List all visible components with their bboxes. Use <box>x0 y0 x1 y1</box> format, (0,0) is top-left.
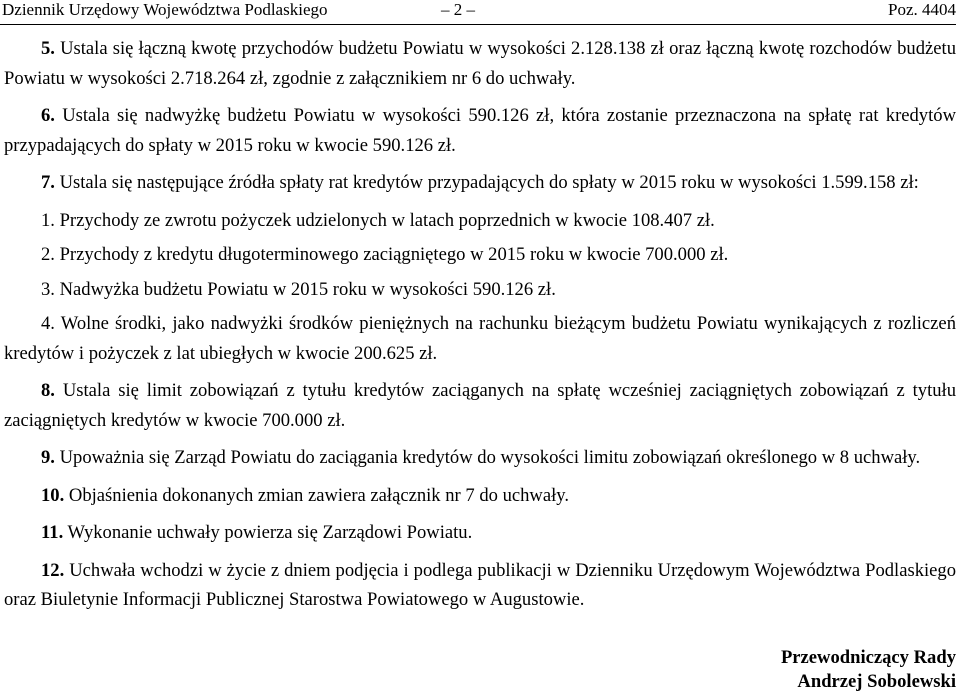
paragraph-text: Upoważnia się Zarząd Powiatu do zaciągania kredytów do wysokości limitu zobowiązań określonego w 8 uchwały. <box>54 447 921 468</box>
paragraph-number: 12. <box>41 559 65 581</box>
paragraph-7 <box>4 168 956 198</box>
journal-title: Dziennik Urzędowy Województwa Podlaskiego <box>2 0 328 19</box>
paragraph-text: Uchwała wchodzi w życie z dniem podjęcia i podlega publikacji w Dzienniku Urzędowym Województwa Podlaskiego oraz Biuletynie Informacji Publicznej Starostwa Powiatowego w Augustowie. <box>4 559 956 610</box>
page-number: – 2 – <box>441 0 475 19</box>
paragraph-text: Ustala się limit zobowiązań z tytułu kredytów zaciąganych na spłatę wcześniej zaciągniętych zobowiązań z tytułu zaciągniętych kredytów w kwocie 700.000 zł. <box>4 380 956 431</box>
list-item: 3. Nadwyżka budżetu Powiatu w 2015 roku w wysokości 590.126 zł. <box>41 278 556 300</box>
list-item: 4. Wolne środki, jako nadwyżki środków pieniężnych na rachunku bieżącym budżetu Powiatu wynikających z rozliczeń kredytów i pożyczek z lat ubiegłych w kwocie 200.625 zł. <box>4 313 956 364</box>
paragraph-number: 8. <box>41 380 55 401</box>
paragraph-text: Ustala się następujące źródła spłaty rat kredytów przypadających do spłaty w 2015 roku w wysokości 1.599.158 zł: <box>54 172 919 193</box>
signature-block <box>781 646 956 694</box>
paragraph-number: 7. <box>41 172 55 193</box>
paragraph-number: 5. <box>41 38 55 59</box>
list-item: 1. Przychody ze zwrotu pożyczek udzielonych w latach poprzednich w kwocie 108.407 zł. <box>41 209 715 231</box>
paragraph-number: 11. <box>41 522 64 543</box>
paragraph-text: Objaśnienia dokonanych zmian zawiera załącznik nr 7 do uchwały. <box>64 484 570 506</box>
signature-name: Andrzej Sobolewski <box>797 671 956 692</box>
paragraph-11 <box>4 518 956 548</box>
list-item: 2. Przychody z kredytu długoterminowego zaciągniętego w 2015 roku w kwocie 700.000 zł. <box>41 244 729 265</box>
page-header <box>0 0 956 25</box>
paragraph-8 <box>4 376 956 435</box>
paragraph-number: 10. <box>41 484 65 506</box>
paragraph-6 <box>4 101 956 160</box>
position-number: Poz. 4404 <box>888 0 956 19</box>
paragraph-5 <box>4 34 956 93</box>
paragraph-12 <box>4 556 956 615</box>
paragraph-number: 9. <box>41 447 55 468</box>
paragraph-text: Ustala się łączną kwotę przychodów budżetu Powiatu w wysokości 2.128.138 zł oraz łączną kwotę rozchodów budżetu Powiatu w wysokości 2.718.264 zł, zgodnie z załącznikiem nr 6 do uchwały. <box>4 38 956 89</box>
document-body <box>4 34 956 623</box>
paragraph-10 <box>4 481 956 511</box>
paragraph-text: Wykonanie uchwały powierza się Zarządowi Powiatu. <box>63 522 473 543</box>
signature-title: Przewodniczący Rady <box>780 647 956 668</box>
paragraph-text: Ustala się nadwyżkę budżetu Powiatu w wysokości 590.126 zł, która zostanie przeznaczona na spłatę rat kredytów przypadających do spłaty w 2015 roku w kwocie 590.126 zł. <box>4 105 956 156</box>
paragraph-number: 6. <box>41 105 55 126</box>
paragraph-9 <box>4 443 956 473</box>
